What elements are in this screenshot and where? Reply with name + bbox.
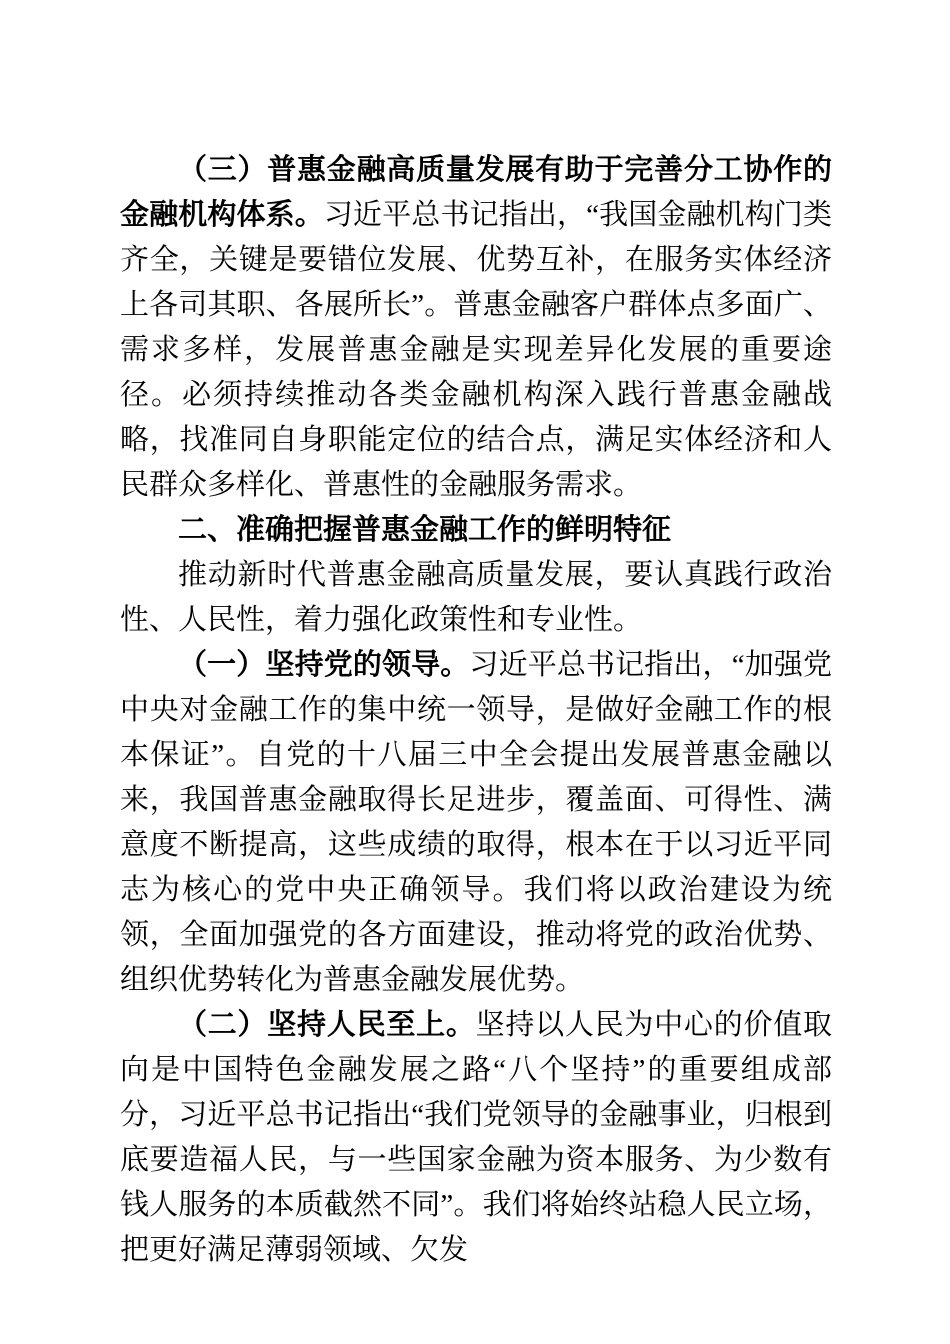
paragraph-text: 习近平总书记指出，“我国金融机构门类齐全，关键是要错位发展、优势互补，在服务实体经济上各司其职、各展所长”。普惠金融客户群体点多面广、需求多样，发展普惠金融是实现差异化发展的重要途径。必须持续推动各类金融机构深入践行普惠金融战略，找准同自身职能定位的结合点，满足实体经济和人民群众多样化、普惠性的金融服务需求。	[120, 199, 832, 501]
document-body	[120, 148, 832, 1273]
para-point-2-people-first	[120, 1003, 832, 1273]
paragraph-text: 习近平总书记指出，“加强党中央对金融工作的集中统一领导，是做好金融工作的根本保证”。自党的十八届三中全会提出发展普惠金融以来，我国普惠金融取得长足进步，覆盖面、可得性、满意度不断提高，这些成绩的取得，根本在于以习近平同志为核心的党中央正确领导。我们将以政治建设为统领，全面加强党的各方面建设，推动将党的政治优势、组织优势转化为普惠金融发展优势。	[120, 649, 832, 996]
paragraph-text: 坚持以人民为中心的价值取向是中国特色金融发展之路“八个坚持”的重要组成部分，习近平总书记指出“我们党领导的金融事业，归根到底要造福人民，与一些国家金融为资本服务、为少数有钱人服务的本质截然不同”。我们将始终站稳人民立场，把更好满足薄弱领域、欠发	[120, 1009, 832, 1266]
heading-text: 二、准确把握普惠金融工作的鲜明特征	[178, 514, 672, 546]
para-point-3-institution-system	[120, 148, 832, 508]
para-point-1-party-leadership	[120, 643, 832, 1003]
paragraph-bold-lead: （三）普惠金融高质量发展有助于完善分工协作的金融机构体系。	[120, 154, 832, 231]
paragraph-text: 推动新时代普惠金融高质量发展，要认真践行政治性、人民性，着力强化政策性和专业性。	[120, 559, 832, 636]
paragraph-bold-lead: （一）坚持党的领导。	[178, 649, 470, 681]
paragraph-bold-lead: （二）坚持人民至上。	[178, 1009, 476, 1041]
para-section-2-intro	[120, 553, 832, 643]
heading-section-2	[120, 508, 832, 553]
